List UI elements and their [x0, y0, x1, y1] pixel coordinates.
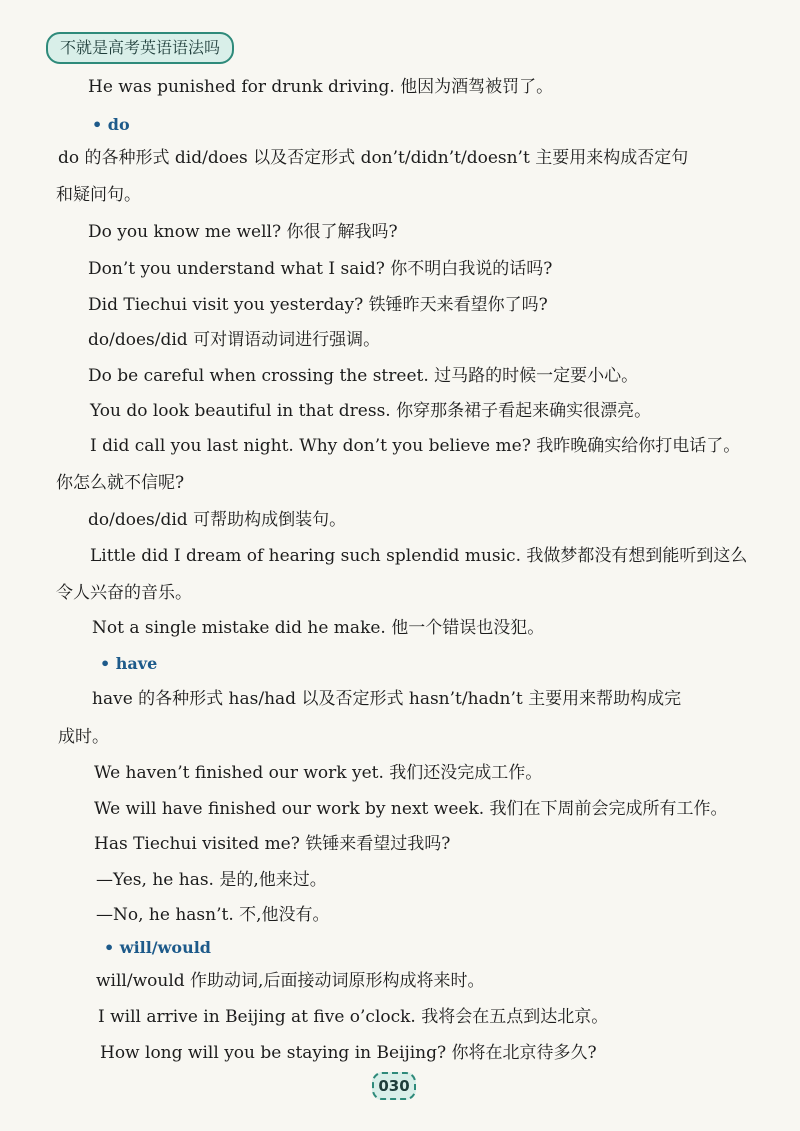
section-heading-will-would: • will/would: [104, 938, 211, 957]
example-sentence: You do look beautiful in that dress. 你穿那条裙子看起来确实很漂亮。: [90, 401, 652, 421]
example-sentence: Not a single mistake did he make. 他一个错误也没犯。: [92, 618, 545, 638]
section-heading-have: • have: [100, 654, 158, 673]
example-sentence: —Yes, he has. 是的,他来过。: [96, 870, 327, 890]
text-line: He was punished for drunk driving. 他因为酒驾被罚了。: [88, 77, 554, 97]
book-title-badge: 不就是高考英语语法吗: [46, 32, 234, 64]
text-line: 成时。: [58, 727, 109, 747]
example-sentence: We will have finished our work by next week. 我们在下周前会完成所有工作。: [94, 799, 728, 819]
example-sentence: How long will you be staying in Beijing? 你将在北京待多久?: [100, 1043, 597, 1063]
text-line: 和疑问句。: [56, 185, 141, 205]
section-heading-do: • do: [92, 115, 130, 134]
example-sentence: We haven’t finished our work yet. 我们还没完成工作。: [94, 763, 543, 783]
text-line: do 的各种形式 did/does 以及否定形式 don’t/didn’t/doesn’t 主要用来构成否定句: [58, 148, 689, 168]
example-sentence: Do you know me well? 你很了解我吗?: [88, 222, 398, 242]
example-sentence: I did call you last night. Why don’t you believe me? 我昨晚确实给你打电话了。: [90, 436, 741, 456]
page-number: 030: [372, 1072, 416, 1100]
example-sentence: Has Tiechui visited me? 铁锤来看望过我吗?: [94, 834, 451, 854]
example-sentence: Do be careful when crossing the street. 过马路的时候一定要小心。: [88, 366, 639, 386]
text-line: do/does/did 可帮助构成倒装句。: [88, 510, 347, 530]
text-line: 令人兴奋的音乐。: [56, 583, 192, 603]
text-line: do/does/did 可对谓语动词进行强调。: [88, 330, 381, 350]
text-line: 你怎么就不信呢?: [56, 473, 185, 493]
example-sentence: Did Tiechui visit you yesterday? 铁锤昨天来看望你了吗?: [88, 295, 548, 315]
example-sentence: Little did I dream of hearing such splendid music. 我做梦都没有想到能听到这么: [90, 546, 748, 566]
example-sentence: I will arrive in Beijing at five o’clock. 我将会在五点到达北京。: [98, 1007, 609, 1027]
example-sentence: —No, he hasn’t. 不,他没有。: [96, 905, 330, 925]
example-sentence: Don’t you understand what I said? 你不明白我说的话吗?: [88, 259, 553, 279]
text-line: have 的各种形式 has/had 以及否定形式 hasn’t/hadn’t 主要用来帮助构成完: [92, 689, 682, 709]
text-line: will/would 作助动词,后面接动词原形构成将来时。: [96, 971, 485, 991]
